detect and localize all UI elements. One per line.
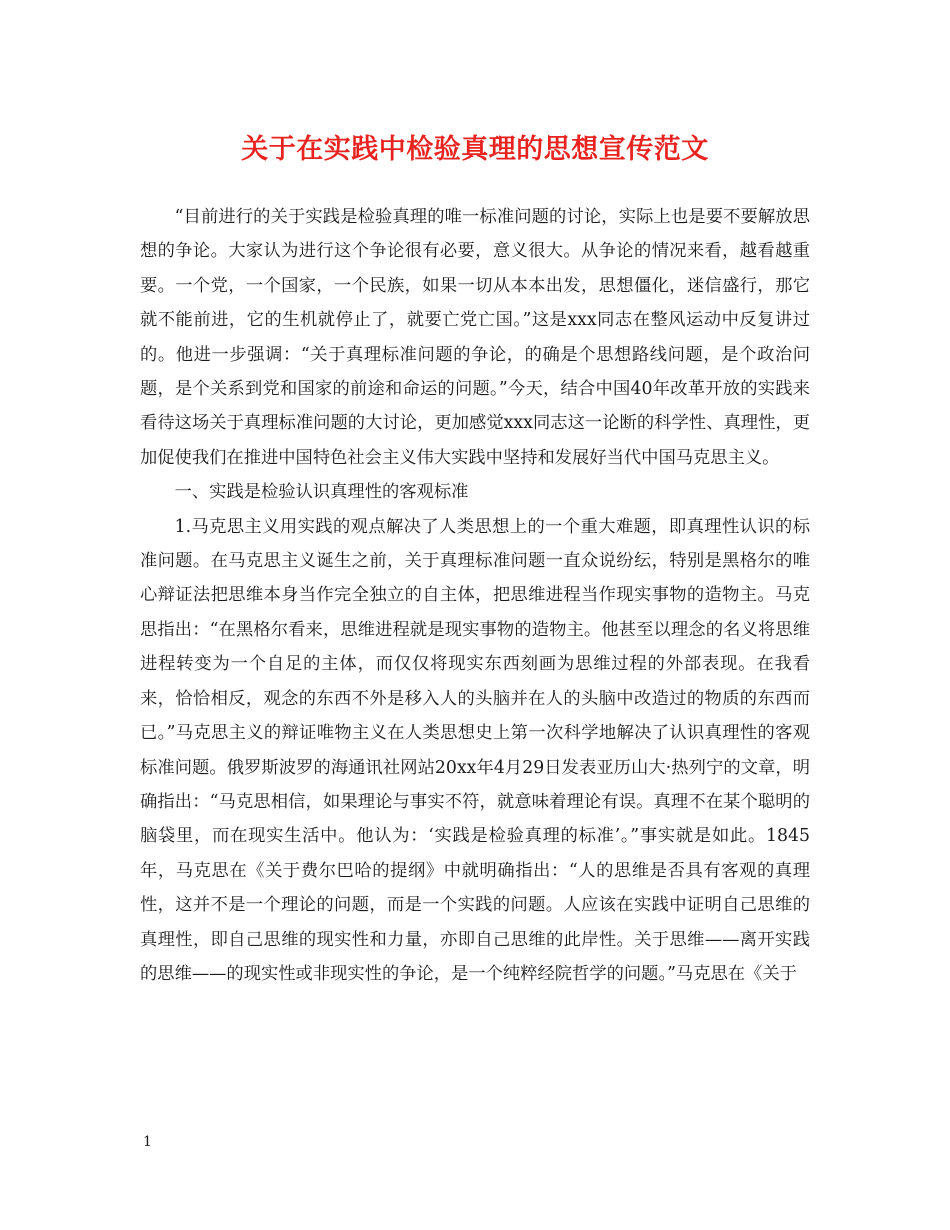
- document-title: 关于在实践中检验真理的思想宣传范文: [241, 134, 709, 165]
- paragraph-point-1: 1.马克思主义用实践的观点解决了人类思想上的一个重大难题，即真理性认识的标准问题。在马克思主义诞生之前，关于真理标准问题一直众说纷纭，特别是黑格尔的唯心辩证法把思维本身当作完全独立的自主体，把思维进程当作现实事物的造物主。马克思指出：“在黑格尔看来，思维进程就是现实事物的造物主。他甚至以理念的名义将思维进程转变为一个自足的主体，而仅仅将现实东西刻画为思维过程的外部表现。在我看来，恰恰相反，观念的东西不外是移入人的头脑并在人的头脑中改造过的物质的东西而已。”马克思主义的辩证唯物主义在人类思想史上第一次科学地解决了认识真理性的客观标准问题。俄罗斯波罗的海通讯社网站20xx年4月29日发表亚历山大·热列宁的文章，明确指出：“马克思相信，如果理论与事实不符，就意味着理论有误。真理不在某个聪明的脑袋里，而在现实生活中。他认为：‘实践是检验真理的标准’。”事实就是如此。1845年，马克思在《关于费尔巴哈的提纲》中就明确指出：“人的思维是否具有客观的真理性，这并不是一个理论的问题，而是一个实践的问题。人应该在实践中证明自己思维的真理性，即自己思维的现实性和力量，亦即自己思维的此岸性。关于思维——离开实践的思维——的现实性或非现实性的争论，是一个纯粹经院哲学的问题。”马克思在《关于: [140, 516, 810, 984]
- paragraph-intro: “目前进行的关于实践是检验真理的唯一标准问题的讨论，实际上也是要不要解放思想的争论。大家认为进行这个争论很有必要，意义很大。从争论的情况来看，越看越重要。一个党，一个国家，一个民族，如果一切从本本出发，思想僵化，迷信盛行，那它就不能前进，它的生机就停止了，就要亡党亡国。”这是xxx同志在整风运动中反复讲过的。他进一步强调：“关于真理标准问题的争论，的确是个思想路线问题，是个政治问题，是个关系到党和国家的前途和命运的问题。”今天，结合中国40年改革开放的实践来看待这场关于真理标准问题的大讨论，更加感觉xxx同志这一论断的科学性、真理性，更加促使我们在推进中国特色社会主义伟大实践中坚持和发展好当代中国马克思主义。: [140, 207, 810, 468]
- page-number: 1: [143, 1134, 152, 1150]
- document-body: [140, 200, 810, 991]
- section-heading-1: 一、实践是检验认识真理性的客观标准: [174, 482, 469, 503]
